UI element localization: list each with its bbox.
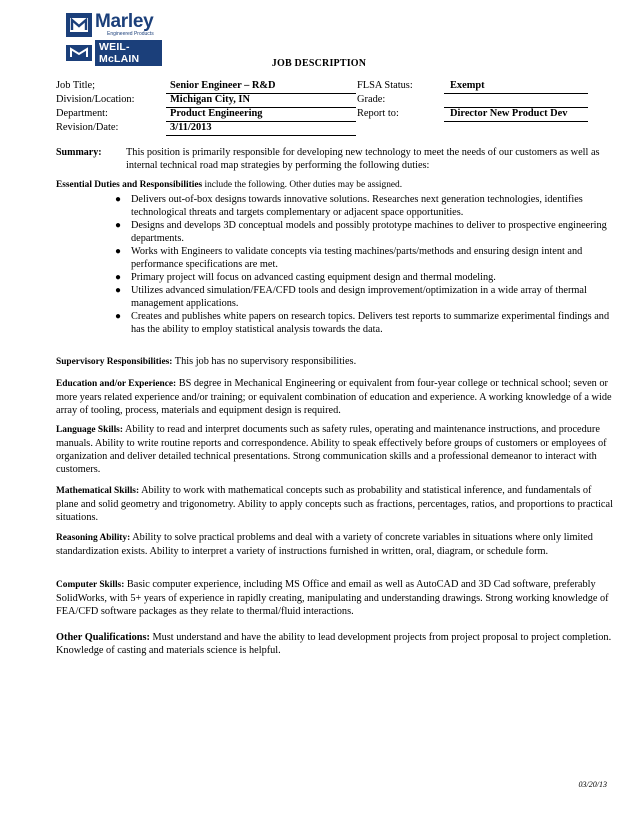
language-label: Language Skills: bbox=[56, 425, 123, 435]
marley-brand: Marley bbox=[95, 11, 154, 32]
marley-emblem-icon bbox=[66, 13, 92, 37]
grade-label: Grade: bbox=[357, 94, 386, 105]
list-item: ● Primary project will focus on advanced casting equipment design and thermal modeling. bbox=[115, 272, 496, 283]
job-title-value: Senior Engineer – R&D bbox=[166, 80, 356, 94]
language-section bbox=[56, 423, 616, 476]
other-qualifications-section bbox=[56, 631, 616, 657]
duties-heading-suffix: include the following. Other duties may be assigned. bbox=[202, 180, 403, 190]
duty-text: Primary project will focus on advanced casting equipment design and thermal modeling. bbox=[131, 272, 496, 283]
reasoning-label: Reasoning Ability: bbox=[56, 533, 131, 543]
education-text: BS degree in Mechanical Engineering or equivalent from four-year college or technical school; seven or more years related experience and/or training; or equivalent combination of education and experience. A working knowledge of a wide array of tooling, process, materials and equipment design is required. bbox=[56, 378, 612, 416]
supervisory-label: Supervisory Responsibilities: bbox=[56, 357, 173, 367]
supervisory-text: This job has no supervisory responsibilities. bbox=[172, 356, 357, 367]
language-text: Ability to read and interpret documents such as safety rules, operating and maintenance instructions, and procedure manuals. Ability to write routine reports and correspondence. Ability to speak effectively before groups of customers or employees of organization and deliver detailed technical presentations. Strong communication skills and a professional demeanor to interact with customers. bbox=[56, 424, 607, 475]
revision-date-label: Revision/Date: bbox=[56, 122, 119, 133]
duty-text: Works with Engineers to validate concepts via testing machines/parts/methods and ensuring design intent and performance specifications are met. bbox=[131, 246, 583, 270]
company-logo bbox=[66, 11, 162, 65]
duty-text: Creates and publishes white papers on research topics. Delivers test reports to summarize experimental findings and has the ability to employ statistical analysis towards the data. bbox=[131, 311, 610, 335]
duty-text: Delivers out-of-box designs towards innovative solutions. Researches next generation technologies, identifies technological threats and targets complementary or adjacent space opportunities. bbox=[131, 194, 583, 218]
reasoning-section bbox=[56, 531, 616, 558]
department-value: Product Engineering bbox=[166, 108, 356, 122]
list-item: ● Works with Engineers to validate concepts via testing machines/parts/methods and ensuring design intent and performance specifications are met. bbox=[115, 246, 583, 270]
supervisory-section bbox=[56, 355, 616, 369]
reasoning-text: Ability to solve practical problems and deal with a variety of concrete variables in situations where only limited standardization exists. Ability to interpret a variety of instructions furnished in written, oral, diagram, or schedule form. bbox=[56, 532, 593, 557]
list-item: ● Delivers out-of-box designs towards innovative solutions. Researches next generation technologies, identifies technological threats and targets complementary or adjacent space opportunities. bbox=[115, 194, 583, 218]
report-to-label: Report to: bbox=[357, 108, 399, 119]
list-item: ● Designs and develops 3D conceptual models and possibly prototype machines to deliver to prospective engineering departments. bbox=[115, 220, 607, 244]
revision-date-value: 3/11/2013 bbox=[166, 122, 356, 136]
summary-label: Summary: bbox=[56, 147, 102, 158]
list-item: ● Utilizes advanced simulation/FEA/CFD tools and design improvement/optimization in a wide array of thermal management applications. bbox=[115, 285, 587, 309]
duty-text: Designs and develops 3D conceptual models and possibly prototype machines to deliver to prospective engineering departments. bbox=[131, 220, 607, 244]
math-text: Ability to work with mathematical concepts such as probability and statistical inference, and fundamentals of plane and solid geometry and trigonometry. Ability to apply concepts such as fractions, percentages, ratios, and proportions to practical situations. bbox=[56, 485, 613, 523]
footer-date: 03/20/13 bbox=[578, 780, 607, 789]
duties-heading bbox=[56, 178, 616, 192]
marley-logo bbox=[66, 12, 162, 37]
duty-text: Utilizes advanced simulation/FEA/CFD tools and design improvement/optimization in a wide array of thermal management applications. bbox=[131, 285, 587, 309]
summary-text: This position is primarily responsible for developing new technology to meet the needs of our customers as well as internal technical road map strategies by performing the following duties: bbox=[126, 147, 600, 171]
grade-value bbox=[444, 94, 588, 108]
division-label: Division/Location: bbox=[56, 94, 135, 105]
department-label: Department: bbox=[56, 108, 108, 119]
education-label: Education and/or Experience: bbox=[56, 379, 177, 389]
other-qualifications-label: Other Qualifications: bbox=[56, 632, 150, 643]
weil-mclain-brand: WEIL-McLAIN bbox=[95, 40, 162, 66]
education-section bbox=[56, 377, 616, 417]
computer-section bbox=[56, 578, 616, 618]
computer-text: Basic computer experience, including MS Office and email as well as AutoCAD and 3D Cad software, preferably SolidWorks, with 5+ years of experience in rapidly creating, manipulating and understanding drawings. Strong working knowledge of FEA/CFD software packages as they relate to thermal/fluid interactions. bbox=[56, 579, 609, 617]
division-value: Michigan City, IN bbox=[166, 94, 356, 108]
computer-label: Computer Skills: bbox=[56, 580, 125, 590]
list-item: ● Creates and publishes white papers on research topics. Delivers test reports to summarize experimental findings and has the ability to employ statistical analysis towards the data. bbox=[115, 311, 610, 335]
job-title-label: Job Title; bbox=[56, 80, 95, 91]
math-label: Mathematical Skills: bbox=[56, 486, 140, 496]
flsa-status-label: FLSA Status: bbox=[357, 80, 413, 91]
marley-brand-sub: Engineered Products bbox=[107, 31, 154, 37]
duties-heading-label: Essential Duties and Responsibilities bbox=[56, 180, 203, 190]
other-qualifications-text: Must understand and have the ability to lead development projects from project proposal to project completion. Knowledge of casting and materials science is helpful. bbox=[56, 632, 612, 656]
flsa-status-value: Exempt bbox=[444, 80, 588, 94]
duties-list bbox=[112, 193, 617, 336]
math-section bbox=[56, 484, 616, 524]
page-title: JOB DESCRIPTION bbox=[271, 58, 367, 69]
report-to-value: Director New Product Dev bbox=[444, 108, 588, 122]
